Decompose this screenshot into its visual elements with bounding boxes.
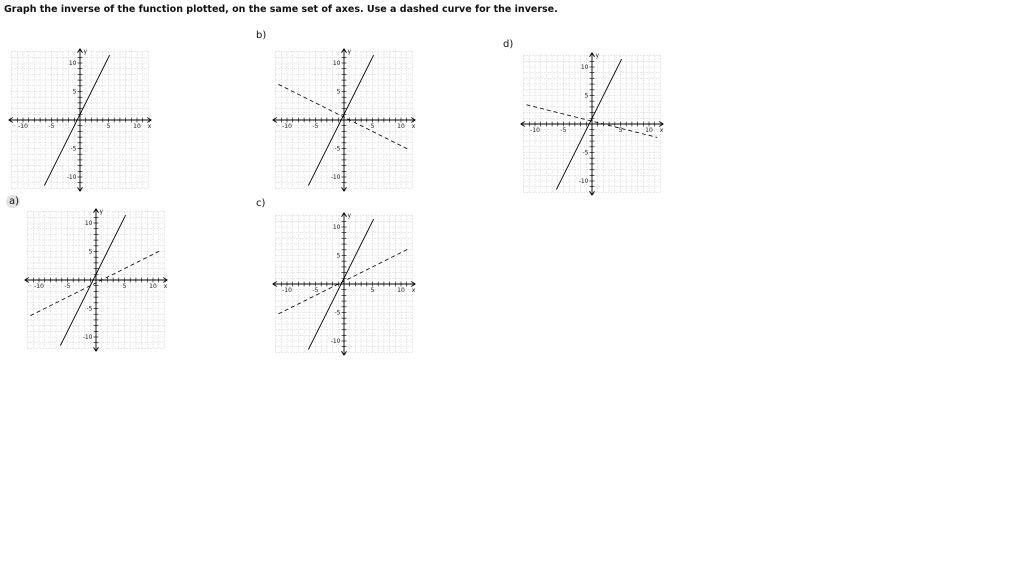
y-tick-label: -5 xyxy=(70,145,77,153)
x-tick-label: 10 xyxy=(397,287,405,294)
graph-option-c-svg xyxy=(272,210,417,350)
y-axis-label: y xyxy=(99,207,104,215)
x-axis-label: x xyxy=(147,123,152,130)
graph-option-b-svg xyxy=(272,44,417,184)
y-tick-label: -10 xyxy=(330,174,341,181)
x-axis-label: x xyxy=(411,287,416,294)
y-tick-label: 10 xyxy=(84,220,93,227)
y-tick-label: 5 xyxy=(336,252,341,260)
option-b-label[interactable]: b) xyxy=(256,30,267,41)
option-d-label[interactable]: d) xyxy=(503,39,514,50)
y-tick-label: -10 xyxy=(578,178,589,185)
x-tick-label: -5 xyxy=(312,287,319,294)
y-tick-label: 10 xyxy=(332,60,341,67)
y-tick-label: -10 xyxy=(82,334,93,341)
y-tick-label: 5 xyxy=(72,88,77,96)
y-tick-label: -5 xyxy=(334,145,341,153)
x-tick-label: 5 xyxy=(122,283,127,290)
graph-option-b xyxy=(272,44,417,184)
y-axis-label: y xyxy=(83,47,88,55)
graph-option-a-svg xyxy=(24,207,169,350)
graph-top-left xyxy=(4,44,152,184)
x-tick-label: 10 xyxy=(397,123,405,130)
x-tick-label: -10 xyxy=(282,287,292,294)
x-tick-label: 10 xyxy=(645,127,653,134)
question-text: Graph the inverse of the function plotted, on the same set of axes. Use a dashed curve for the inverse. xyxy=(4,4,558,15)
x-tick-label: 5 xyxy=(106,123,111,130)
x-tick-label: -10 xyxy=(282,123,292,130)
y-tick-label: 5 xyxy=(336,88,341,96)
x-tick-label: 5 xyxy=(370,123,375,130)
y-axis-label: y xyxy=(595,51,600,59)
x-tick-label: -10 xyxy=(18,123,28,130)
x-tick-label: -5 xyxy=(48,123,55,130)
y-tick-label: -10 xyxy=(66,174,77,181)
x-axis-label: x xyxy=(659,127,664,134)
y-axis-label: y xyxy=(347,47,352,55)
graph-top-left-svg xyxy=(4,44,152,184)
option-c-label[interactable]: c) xyxy=(256,198,266,209)
graph-option-d-svg xyxy=(520,50,665,190)
y-tick-label: 10 xyxy=(332,224,341,231)
x-tick-label: 10 xyxy=(133,123,141,130)
x-tick-label: -5 xyxy=(312,123,319,130)
y-tick-label: 10 xyxy=(580,64,589,71)
y-axis-label: y xyxy=(347,211,352,219)
x-tick-label: 10 xyxy=(149,283,157,290)
x-tick-label: 5 xyxy=(618,127,623,134)
x-axis-label: x xyxy=(163,283,168,290)
x-axis-label: x xyxy=(411,123,416,130)
x-tick-label: -5 xyxy=(64,283,71,290)
x-tick-label: 5 xyxy=(370,287,375,294)
x-tick-label: -10 xyxy=(34,283,44,290)
y-tick-label: -5 xyxy=(334,309,341,317)
y-tick-label: 5 xyxy=(88,248,93,256)
x-tick-label: -10 xyxy=(530,127,540,134)
y-tick-label: 5 xyxy=(584,92,589,100)
y-tick-label: -5 xyxy=(582,149,589,157)
option-a-label[interactable]: a) xyxy=(9,196,20,207)
y-tick-label: 10 xyxy=(68,60,77,67)
graph-option-c xyxy=(272,210,417,350)
graph-option-d xyxy=(520,50,665,190)
y-tick-label: -5 xyxy=(86,305,93,313)
graph-option-a xyxy=(24,207,169,350)
y-tick-label: -10 xyxy=(330,338,341,345)
x-tick-label: -5 xyxy=(560,127,567,134)
